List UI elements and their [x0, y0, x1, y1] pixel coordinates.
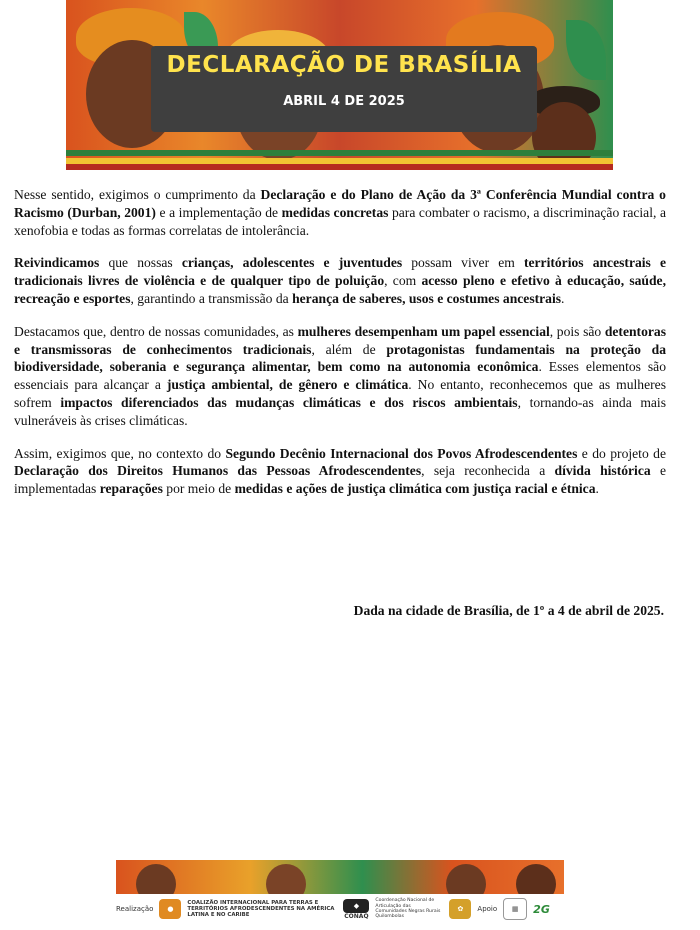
bold-text-run: Reivindicamos	[14, 255, 100, 271]
conaq-logo	[343, 899, 369, 920]
text-run: Destacamos que, dentro de nossas comunidades, as	[14, 323, 298, 339]
footer-banner-art	[116, 860, 564, 894]
text-run: Nesse sentido, exigimos o cumprimento da	[14, 187, 261, 202]
text-run: Assim, exigimos que, no contexto do	[14, 445, 226, 461]
text-run: . Esses elementos são essenciais para alcançar a	[14, 359, 666, 393]
footer-figure	[266, 864, 306, 894]
text-run: , além de	[311, 341, 387, 357]
text-run: para combater o racismo, a discriminação racial, a xenofobia e todas as formas correlatas de intolerância.	[14, 204, 666, 238]
footer-figure	[446, 864, 486, 894]
text-run: e a implementação de	[155, 204, 282, 220]
realizacao-label: Realização	[116, 905, 154, 913]
bold-text-run: herança de saberes, usos e costumes ancestrais	[292, 290, 562, 306]
logo-2g: 2G	[533, 902, 550, 916]
conaq-logo-icon: ◆	[343, 899, 369, 913]
footer-figure	[136, 864, 176, 894]
conaq-text: Coordenação Nacional de Articulação das Comunidades Negras Rurais Quilombolas	[375, 898, 441, 920]
header-banner	[66, 0, 613, 170]
banner-stripe	[66, 150, 613, 156]
bold-text-run: crianças, adolescentes e juventudes	[181, 255, 403, 271]
footer-logos	[116, 894, 564, 924]
bold-text-run: impactos diferenciados das mudanças climáticas e dos riscos ambientais	[60, 394, 518, 410]
coalition-logo-icon: ●	[159, 899, 181, 919]
bold-text-run: Segundo Decênio Internacional dos Povos Afrodescendentes	[225, 445, 578, 461]
banner-date: ABRIL 4 DE 2025	[283, 94, 405, 109]
text-run: possam viver em	[402, 255, 524, 271]
conaq-name: CONAQ	[344, 912, 369, 920]
supporter-logo-icon: ▦	[503, 898, 527, 920]
paragraph	[14, 445, 666, 498]
text-run: , pois são	[549, 323, 605, 339]
bold-text-run: dívida histórica	[554, 463, 651, 479]
text-run: .	[595, 481, 599, 497]
bold-text-run: medidas e ações de justiça climática com justiça racial e étnica	[234, 481, 596, 497]
bold-text-run: mulheres desempenham um papel essencial	[297, 323, 550, 339]
banner-leaf	[566, 20, 606, 80]
text-run: , garantindo a transmissão da	[130, 290, 293, 306]
text-run: . No entanto, reconhecemos que as mulheres sofrem	[14, 377, 666, 410]
text-run: , com	[384, 273, 422, 289]
banner-stripe	[66, 164, 613, 170]
document-body	[14, 186, 666, 513]
footer-figure	[516, 864, 556, 894]
apoio-label: Apoio	[477, 905, 498, 913]
bold-text-run: Declaração dos Direitos Humanos das Pessoas Afrodescendentes	[14, 463, 422, 479]
paragraph	[14, 323, 666, 430]
text-run: e do projeto de	[577, 445, 666, 461]
partner-logo-icon: ✿	[449, 899, 471, 919]
text-run: e implementadas	[14, 463, 666, 497]
bold-text-run: reparações	[99, 481, 163, 497]
bold-text-run: acesso pleno e efetivo à educação, saúde, recreação e esportes	[14, 273, 666, 306]
bold-text-run: justiça ambiental, de gênero e climática	[166, 377, 409, 393]
bold-text-run: Declaração e do Plano de Ação da 3ª Conferência Mundial contra o Racismo (Durban, 2001)	[14, 187, 666, 220]
coalition-text: COALIZÃO INTERNACIONAL PARA TERRAS E TERRITÓRIOS AFRODESCENDENTES NA AMÉRICA LATINA E NO CARIBE	[187, 899, 335, 919]
bold-text-run: medidas concretas	[281, 204, 389, 220]
text-run: , tornando-as ainda mais vulneráveis às crises climáticas.	[14, 394, 666, 428]
text-run: por meio de	[162, 481, 235, 497]
bold-text-run: protagonistas fundamentais na proteção da biodiversidade, soberania e segurança alimentar, bem como na autonomia econômica	[14, 341, 666, 375]
bold-text-run: territórios ancestrais e tradicionais livres de violência e de qualquer tipo de poluição	[14, 255, 666, 289]
text-run: que nossas	[99, 255, 182, 271]
paragraph	[14, 186, 666, 239]
paragraph	[14, 254, 666, 307]
text-run: .	[561, 290, 565, 306]
closing-line: Dada na cidade de Brasília, de 1º a 4 de abril de 2025.	[353, 603, 664, 618]
bold-text-run: detentoras e transmissoras de conhecimentos tradicionais	[14, 323, 666, 357]
text-run: , seja reconhecida a	[421, 463, 555, 479]
banner-title: DECLARAÇÃO DE BRASÍLIA	[166, 52, 522, 78]
